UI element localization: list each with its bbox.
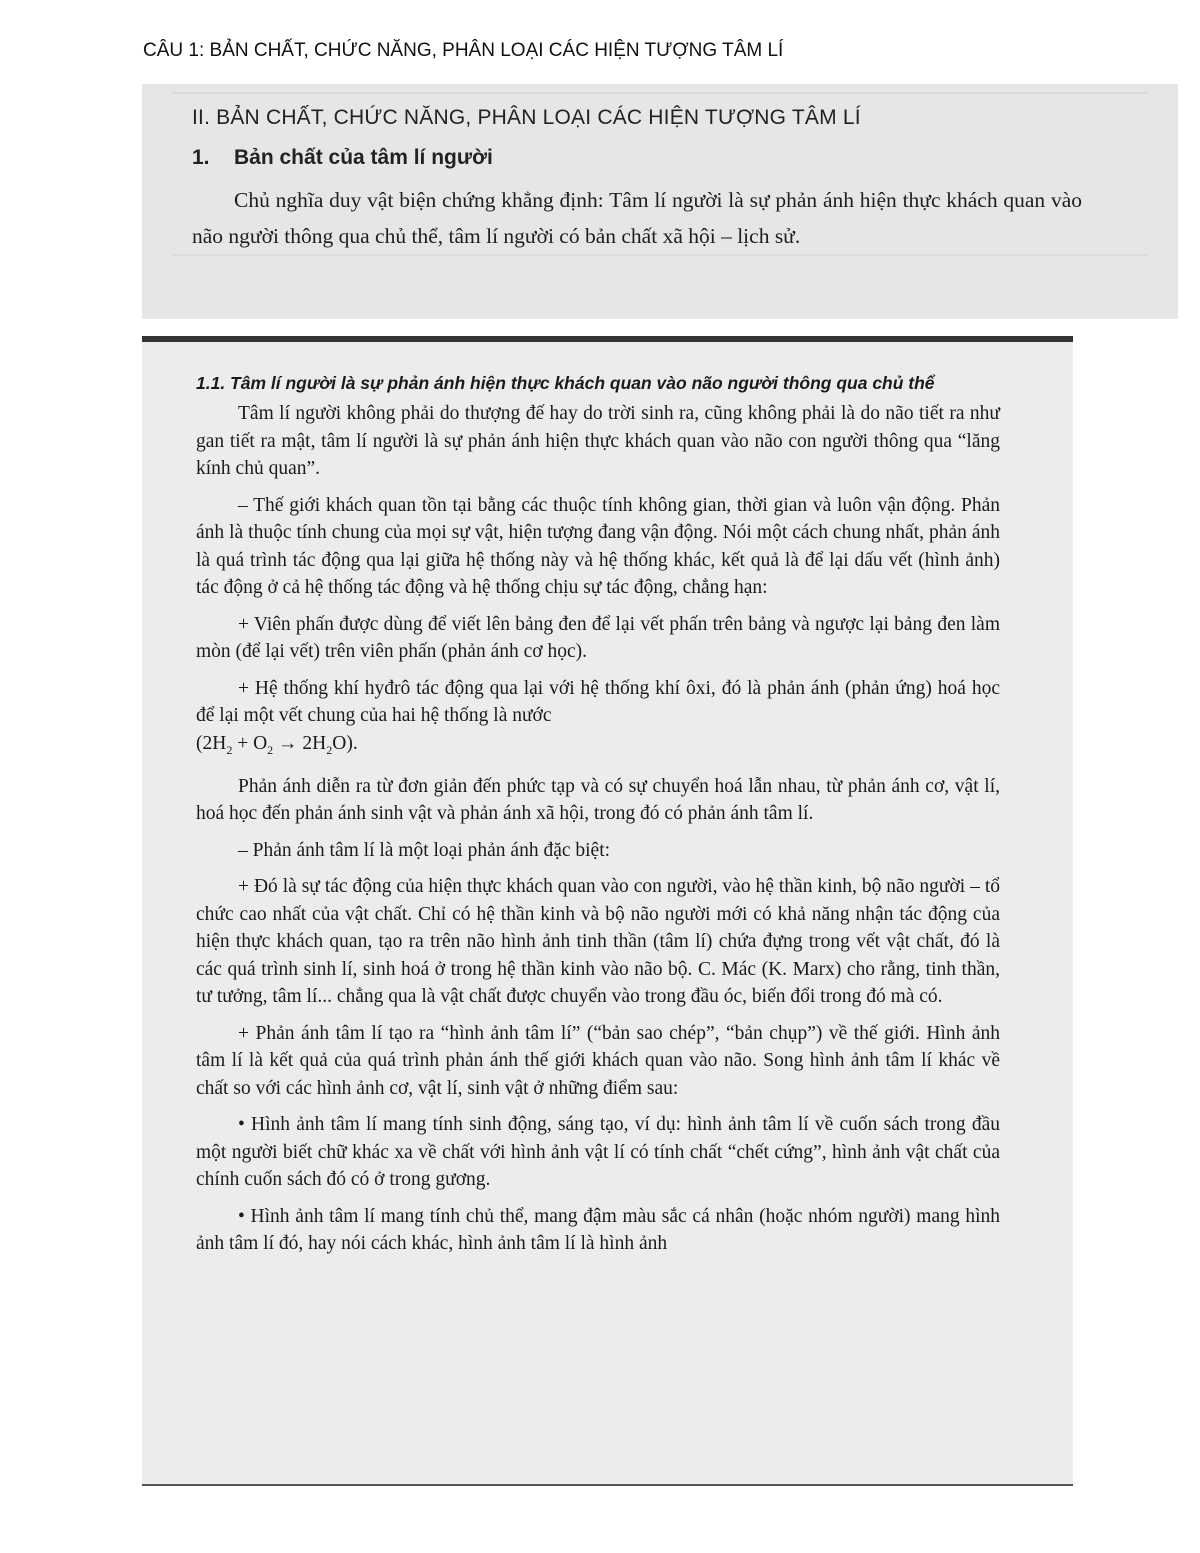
- formula-subscript: 2: [226, 742, 233, 757]
- body-paragraph: – Thế giới khách quan tồn tại bằng các thuộc tính không gian, thời gian và luôn vận động. Phản ánh là thuộc tính chung của mọi sự vật, hiện tượng đang vận động. Nói một cách chung nhất, phản ánh là quá trình tác động qua lại giữa hệ thống này và hệ thống khác, kết quả là để lại dấu vết (hình ảnh) tác động ở cả hệ thống tác động và hệ thống chịu sự tác động, chẳng hạn:: [196, 494, 1000, 598]
- section-heading: II. BẢN CHẤT, CHỨC NĂNG, PHÂN LOẠI CÁC HIỆN TƯỢNG TÂM LÍ: [192, 106, 861, 129]
- body-paragraph: + Viên phấn được dùng để viết lên bảng đen để lại vết phấn trên bảng và ngược lại bảng đen làm mòn (để lại vết) trên viên phấn (phản ánh cơ học).: [196, 613, 1000, 662]
- formula-subscript: 2: [267, 742, 274, 757]
- scanned-excerpt-intro: [142, 84, 1178, 319]
- subsection-heading: [192, 146, 493, 170]
- bullet-paragraph: • Hình ảnh tâm lí mang tính chủ thể, mang đậm màu sắc cá nhân (hoặc nhóm người) mang hình ảnh tâm lí đó, hay nói cách khác, hình ảnh tâm lí là hình ảnh: [196, 1205, 1000, 1255]
- body-paragraph: + Đó là sự tác động của hiện thực khách quan vào con người, vào hệ thần kinh, bộ não người – tổ chức cao nhất của vật chất. Chỉ có hệ thần kinh và bộ não người mới có khả năng nhận tác động của hiện thực khách quan, tạo ra trên não hình ảnh tinh thần (tâm lí) chứa đựng trong vết vật chất, đó là các quá trình sinh lí, sinh hoá ở trong hệ thần kinh vào não bộ. C. Mác (K. Marx) cho rằng, tinh thần, tư tưởng, tâm lí... chẳng qua là vật chất được chuyển vào trong đầu óc, biến đổi trong đó mà có.: [196, 876, 1000, 1008]
- intro-paragraph: Chủ nghĩa duy vật biện chứng khẳng định: Tâm lí người là sự phản ánh hiện thực khách quan vào não người thông qua chủ thể, tâm lí người có bản chất xã hội – lịch sử.: [192, 188, 1082, 248]
- chemical-formula: [196, 730, 1000, 764]
- scanned-excerpt-body: [142, 336, 1073, 1486]
- formula-part: → 2H: [273, 732, 327, 754]
- body-paragraph: – Phản ánh tâm lí là một loại phản ánh đặc biệt:: [238, 839, 611, 861]
- document-title: CÂU 1: BẢN CHẤT, CHỨC NĂNG, PHÂN LOẠI CÁC HIỆN TƯỢNG TÂM LÍ: [143, 40, 784, 61]
- body-paragraph: Phản ánh diễn ra từ đơn giản đến phức tạp và có sự chuyển hoá lẫn nhau, từ phản ánh cơ, vật lí, hoá học đến phản ánh sinh vật và phản ánh xã hội, trong đó có phản ánh tâm lí.: [196, 775, 1000, 825]
- bleed-through-line: [172, 254, 1148, 256]
- body-paragraph: + Phản ánh tâm lí tạo ra “hình ảnh tâm lí” (“bản sao chép”, “bản chụp”) về thế giới. Hình ảnh tâm lí là kết quả của quá trình phản ánh thế giới khách quan vào não. Song hình ảnh tâm lí khác về chất so với các hình ảnh cơ, vật lí, sinh vật ở những điểm sau:: [196, 1022, 1000, 1099]
- formula-part: + O: [232, 732, 268, 754]
- bullet-paragraph: • Hình ảnh tâm lí mang tính sinh động, sáng tạo, ví dụ: hình ảnh tâm lí về cuốn sách trong đầu một người biết chữ khác xa về chất với hình ảnh vật lí có tính chất “chết cứng”, hình ảnh vật chất của chính cuốn sách đó có ở trong gương.: [196, 1114, 1000, 1191]
- subsection-title: Bản chất của tâm lí người: [234, 146, 493, 169]
- scanned-text-block: [196, 372, 1000, 1267]
- body-paragraph: + Hệ thống khí hyđrô tác động qua lại với hệ thống khí ôxi, đó là phản ánh (phản ứng) hoá học để lại một vết chung của hai hệ thống là nước: [196, 677, 1000, 726]
- subsection-1-1-heading: 1.1. Tâm lí người là sự phản ánh hiện thực khách quan vào não người thông qua chủ thể: [196, 373, 935, 393]
- bleed-through-line: [172, 92, 1148, 94]
- formula-part: (2H: [196, 732, 227, 754]
- body-paragraph: Tâm lí người không phải do thượng đế hay do trời sinh ra, cũng không phải là do não tiết ra như gan tiết ra mật, tâm lí người là sự phản ánh hiện thực khách quan vào não con người thông qua “lăng kính chủ quan”.: [196, 403, 1000, 479]
- subsection-number: 1.: [192, 146, 210, 169]
- formula-subscript: 2: [326, 742, 333, 757]
- formula-part: O).: [332, 732, 358, 754]
